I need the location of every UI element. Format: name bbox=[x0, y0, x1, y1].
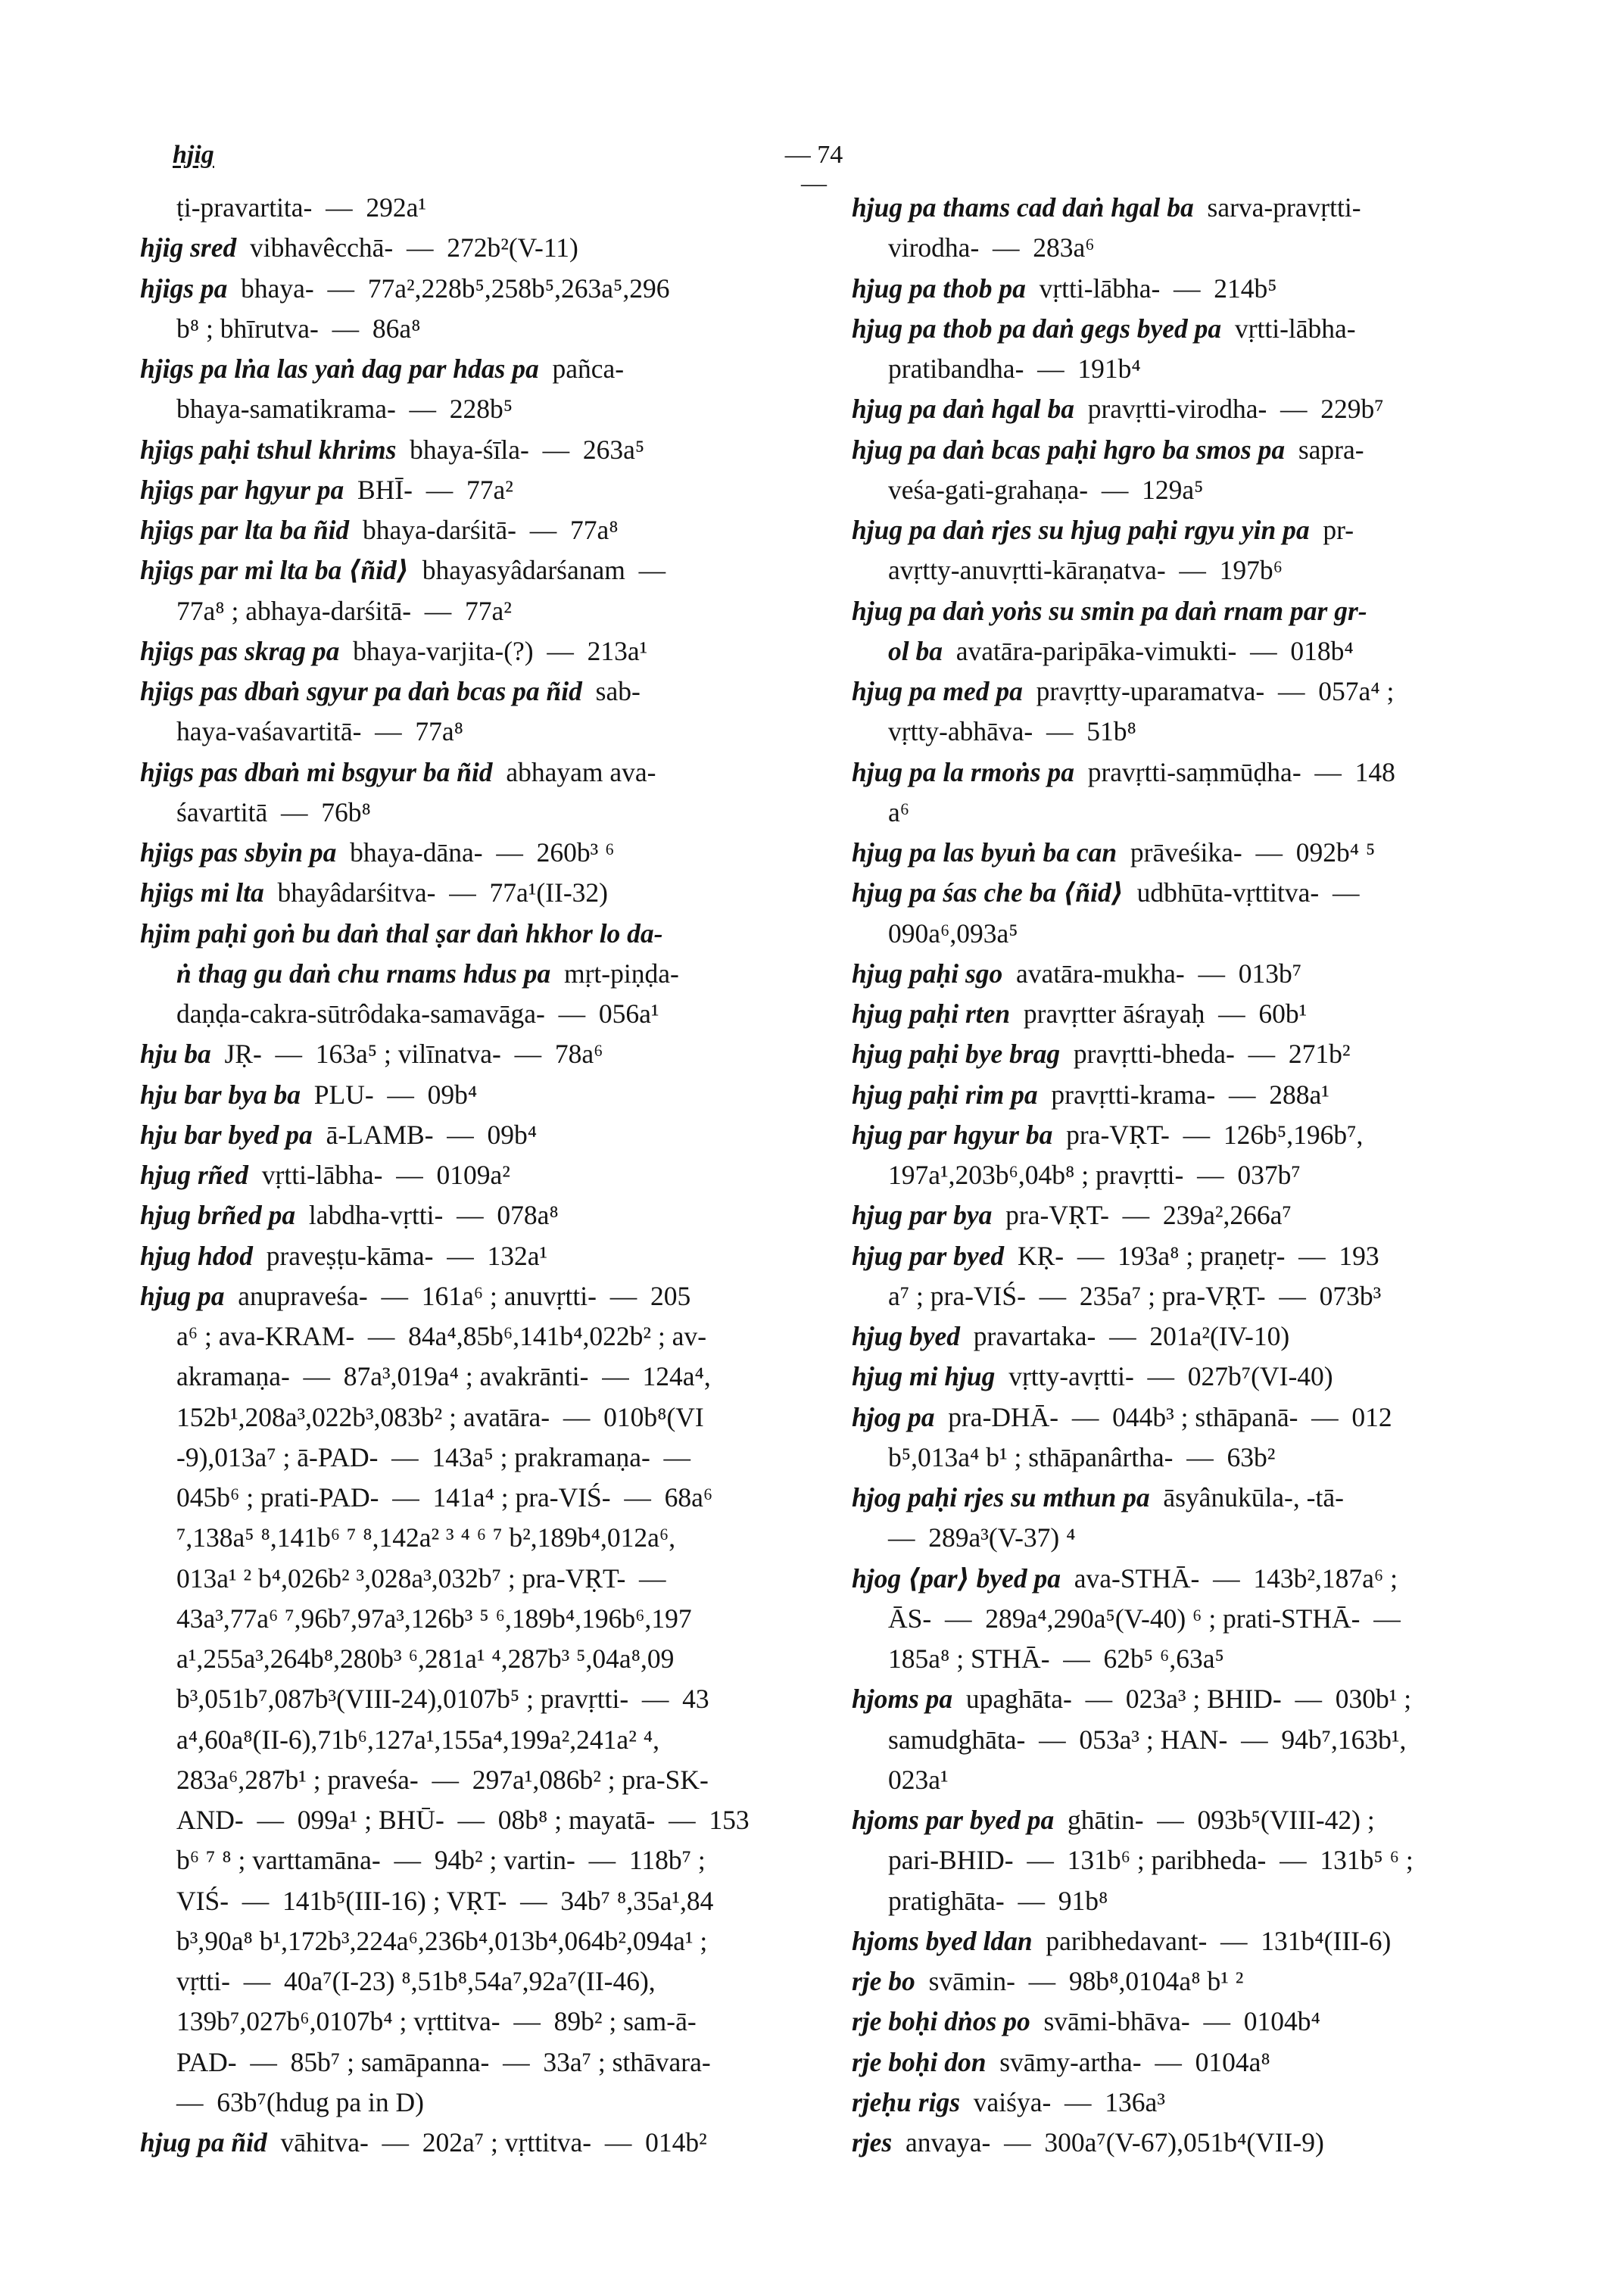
entry-headword: hjug pa med pa bbox=[852, 676, 1023, 706]
entry-text: vibhavêcchā- — 272b²(V-11) bbox=[236, 232, 578, 263]
entry-text: pravṛtti-saṃmūḍha- — 148 bbox=[1074, 756, 1395, 787]
entry-text: avatāra-paripāka-vimukti- — 018b⁴ bbox=[943, 635, 1354, 666]
entry-text: akramaṇa- — 87a³,019a⁴ ; avakrānti- — 124a⁴, bbox=[176, 1361, 711, 1392]
entry-line bbox=[852, 1840, 1512, 1880]
entry-line bbox=[852, 1760, 1512, 1800]
entry-line bbox=[140, 430, 797, 470]
entry-line bbox=[852, 712, 1512, 752]
entry-headword: hjug mi hjug bbox=[852, 1361, 996, 1392]
entry-line bbox=[140, 1840, 797, 1880]
running-head: hjig bbox=[173, 141, 214, 169]
entry-headword: rje bo bbox=[852, 1966, 915, 1996]
entry-line bbox=[140, 1639, 797, 1679]
entry-line bbox=[852, 994, 1512, 1034]
entry-headword: hjug pa thob pa bbox=[852, 273, 1026, 304]
entry-line bbox=[852, 510, 1512, 550]
entry-line bbox=[140, 1760, 797, 1800]
entry-line bbox=[140, 1559, 797, 1599]
entry-line bbox=[140, 2123, 797, 2163]
entry-text: āsyânukūla-, -tā- bbox=[1149, 1482, 1344, 1513]
entry-line bbox=[852, 2042, 1512, 2083]
entry-headword: hjigs pas sbyin pa bbox=[140, 837, 337, 868]
entry-line bbox=[852, 1800, 1512, 1840]
entry-text: VIŚ- — 141b⁵(III-16) ; VṚT- — 34b⁷ ⁸,35a¹,84 bbox=[176, 1885, 714, 1916]
entry-line bbox=[140, 752, 797, 793]
entry-line bbox=[140, 1599, 797, 1639]
entry-line bbox=[140, 2083, 797, 2123]
entry-text: bhayâdarśitva- — 77a¹(II-32) bbox=[263, 877, 608, 908]
entry-text: a⁴,60a⁸(II-6),71b⁶,127a¹,155a⁴,199a²,241a² ⁴, bbox=[176, 1724, 659, 1755]
entry-text: 197a¹,203b⁶,04b⁸ ; pravṛtti- — 037b⁷ bbox=[888, 1160, 1301, 1190]
entry-headword: hjug paḥi rim pa bbox=[852, 1079, 1038, 1110]
entry-text: haya-vaśavartitā- — 77a⁸ bbox=[176, 716, 464, 747]
entry-line bbox=[140, 1115, 797, 1155]
entry-line bbox=[852, 873, 1512, 913]
entry-text: pra-DHĀ- — 044b³ ; sthāpanā- — 012 bbox=[934, 1401, 1392, 1432]
entry-text: prāveśika- — 092b⁴ ⁵ bbox=[1117, 837, 1376, 868]
entry-text: ava-STHĀ- — 143b²,187a⁶ ; bbox=[1061, 1562, 1398, 1594]
entry-text: vāhitva- — 202a⁷ ; vṛttitva- — 014b² bbox=[267, 2127, 707, 2157]
entry-text: 152b¹,208a³,022b³,083b² ; avatāra- — 010b⁸(VI bbox=[176, 1401, 704, 1432]
entry-text: praveṣṭu-kāma- — 132a¹ bbox=[252, 1240, 548, 1271]
entry-line bbox=[852, 793, 1512, 833]
entry-line bbox=[140, 550, 797, 590]
entry-text: 139b⁷,027b⁶,0107b⁴ ; vṛttitva- — 89b² ; sam-ā- bbox=[176, 2006, 697, 2037]
entry-line bbox=[140, 309, 797, 349]
entry-text: pra-VṚT- — 239a²,266a⁷ bbox=[992, 1200, 1292, 1231]
entry-text: bhaya-samatikrama- — 228b⁵ bbox=[176, 394, 513, 425]
entry-headword: rje boḥi dṅos po bbox=[852, 2006, 1030, 2037]
entry-line bbox=[140, 954, 797, 994]
entry-line bbox=[140, 1034, 797, 1074]
entry-text: PLU- — 09b⁴ bbox=[301, 1079, 478, 1110]
entry-line bbox=[140, 873, 797, 913]
right-column bbox=[852, 188, 1512, 2163]
entry-line bbox=[852, 1599, 1512, 1639]
entry-line bbox=[140, 1679, 797, 1719]
entry-line bbox=[140, 631, 797, 671]
entry-text: svāmin- — 98b⁸,0104a⁸ b¹ ² bbox=[915, 1966, 1244, 1996]
entry-text: ĀS- — 289a⁴,290a⁵(V-40) ⁶ ; prati-STHĀ- — bbox=[888, 1603, 1401, 1634]
entry-text: 045b⁶ ; prati-PAD- — 141a⁴ ; pra-VIŚ- — 68a⁶ bbox=[176, 1482, 713, 1513]
entry-line bbox=[852, 1357, 1512, 1397]
entry-line bbox=[140, 1961, 797, 2002]
entry-line bbox=[140, 228, 797, 268]
entry-line bbox=[140, 2042, 797, 2083]
entry-text: a⁶ ; ava-KRAM- — 84a⁴,85b⁶,141b⁴,022b² ; av- bbox=[176, 1321, 707, 1351]
entry-text: b³,90a⁸ b¹,172b³,224a⁶,236b⁴,013b⁴,064b²,094a¹ ; bbox=[176, 1925, 708, 1956]
entry-headword: hjigs pas dbaṅ mi bsgyur ba ñid bbox=[140, 756, 493, 787]
entry-headword: hjug pa daṅ hgal ba bbox=[852, 394, 1074, 425]
entry-text: vaiśya- — 136a³ bbox=[960, 2086, 1165, 2117]
entry-headword: hjigs par hgyur pa bbox=[140, 474, 344, 505]
entry-text: AND- — 099a¹ ; BHŪ- — 08b⁸ ; mayatā- — 153 bbox=[176, 1805, 750, 1835]
entry-text: a¹,255a³,264b⁸,280b³ ⁶,281a¹ ⁴,287b³ ⁵,04a⁸,09 bbox=[176, 1643, 675, 1674]
entry-line bbox=[140, 1881, 797, 1921]
entry-headword: hjug pa thams cad daṅ hgal ba bbox=[852, 192, 1194, 223]
entry-text: samudghāta- — 053a³ ; HAN- — 94b⁷,163b¹, bbox=[888, 1724, 1407, 1755]
entry-line bbox=[140, 1316, 797, 1357]
entry-line bbox=[852, 430, 1512, 470]
entry-text: bhayasyâdarśanam — bbox=[408, 555, 666, 586]
entry-line bbox=[852, 188, 1512, 228]
entry-line bbox=[140, 188, 797, 228]
entry-line bbox=[852, 1961, 1512, 2002]
entry-line bbox=[852, 1639, 1512, 1679]
entry-text: pravṛtti-virodha- — 229b⁷ bbox=[1074, 394, 1384, 425]
entry-line bbox=[852, 1195, 1512, 1235]
entry-line bbox=[140, 349, 797, 389]
entry-text: bhaya-dāna- — 260b³ ⁶ bbox=[336, 837, 615, 868]
entry-headword: hjug pa daṅ rjes su hjug paḥi rgyu yin pa bbox=[852, 515, 1310, 545]
entry-text: pravṛtty-uparamatva- — 057a⁴ ; bbox=[1022, 676, 1395, 706]
entry-line bbox=[852, 1438, 1512, 1478]
entry-line bbox=[140, 510, 797, 550]
entry-text: virodha- — 283a⁶ bbox=[888, 232, 1095, 263]
entry-text: pr- bbox=[1309, 515, 1354, 545]
entry-line bbox=[852, 671, 1512, 712]
entry-headword: hjug pa śas che ba ⟨ñid⟩ bbox=[852, 877, 1124, 908]
entry-headword: hjug pa bbox=[140, 1280, 225, 1311]
entry-text: 185a⁸ ; STHĀ- — 62b⁵ ⁶,63a⁵ bbox=[888, 1643, 1224, 1674]
entry-headword: hjigs pas skrag pa bbox=[140, 635, 340, 666]
entry-line bbox=[852, 1478, 1512, 1518]
entry-text: anvaya- — 300a⁷(V-67),051b⁴(VII-9) bbox=[892, 2127, 1324, 2157]
entry-headword: rjes bbox=[852, 2127, 893, 2157]
entry-line bbox=[852, 631, 1512, 671]
entry-headword: hjug byed bbox=[852, 1321, 960, 1351]
entry-text: ⁷,138a⁵ ⁸,141b⁶ ⁷ ⁸,142a² ³ ⁴ ⁶ ⁷ b²,189b⁴,012a⁶, bbox=[176, 1522, 676, 1553]
entry-line bbox=[140, 1155, 797, 1195]
entry-text: śavartitā — 76b⁸ bbox=[176, 796, 371, 827]
entry-headword: hjug pa thob pa daṅ gegs byed pa bbox=[852, 313, 1222, 344]
entry-headword: hjig sred bbox=[140, 232, 237, 263]
entry-line bbox=[852, 1679, 1512, 1719]
entry-headword: hjigs par mi lta ba ⟨ñid⟩ bbox=[140, 555, 409, 586]
entry-headword: hjigs mi lta bbox=[140, 877, 264, 908]
entry-headword: hjug paḥi rten bbox=[852, 999, 1011, 1029]
entry-headword: hjug rñed bbox=[140, 1160, 249, 1190]
entry-text: pravṛtti-bheda- — 271b² bbox=[1060, 1039, 1351, 1070]
entry-text: svāmi-bhāva- — 0104b⁴ bbox=[1030, 2006, 1320, 2037]
entry-text: bhaya-śīla- — 263a⁵ bbox=[396, 434, 645, 465]
entry-line bbox=[140, 269, 797, 309]
entry-line bbox=[852, 954, 1512, 994]
entry-headword: hjug paḥi sgo bbox=[852, 958, 1003, 989]
entry-headword: hjigs par lta ba ñid bbox=[140, 515, 350, 545]
page-number: — 74 — bbox=[784, 141, 843, 198]
entry-headword: rjeḥu rigs bbox=[852, 2086, 961, 2117]
entry-line bbox=[140, 2002, 797, 2042]
entry-text: a⁶ bbox=[888, 796, 910, 827]
entry-line bbox=[852, 591, 1512, 631]
entry-text: 013a¹ ² b⁴,026b² ³,028a³,032b⁷ ; pra-VṚT- — bbox=[176, 1562, 666, 1594]
entry-headword: hjug pa las byuṅ ba can bbox=[852, 837, 1117, 868]
entry-headword: hju bar bya ba bbox=[140, 1079, 301, 1110]
entry-line bbox=[140, 1276, 797, 1316]
entry-line bbox=[140, 1800, 797, 1840]
entry-line bbox=[852, 752, 1512, 793]
entry-line bbox=[852, 914, 1512, 954]
entry-line bbox=[852, 550, 1512, 590]
entry-text: — 63b⁷(hdug pa in D) bbox=[176, 2086, 424, 2117]
entry-text: vṛtty-avṛtti- — 027b⁷(VI-40) bbox=[995, 1361, 1333, 1392]
entry-headword: hjug paḥi bye brag bbox=[852, 1039, 1061, 1070]
entry-line bbox=[852, 1115, 1512, 1155]
entry-line bbox=[852, 1034, 1512, 1074]
entry-text: labdha-vṛtti- — 078a⁸ bbox=[295, 1200, 559, 1231]
entry-line bbox=[852, 2123, 1512, 2163]
entry-line bbox=[852, 1075, 1512, 1115]
entry-line bbox=[852, 1236, 1512, 1276]
entry-text: sapra- bbox=[1285, 434, 1364, 465]
entry-line bbox=[852, 1316, 1512, 1357]
entry-text: ṭi-pravartita- — 292a¹ bbox=[176, 192, 427, 223]
entry-headword: rje boḥi don bbox=[852, 2046, 987, 2077]
entry-text: mṛt-piṇḍa- bbox=[550, 958, 679, 989]
entry-headword: hjigs pas dbaṅ sgyur pa daṅ bcas pa ñid bbox=[140, 676, 582, 706]
entry-line bbox=[852, 2083, 1512, 2123]
entry-headword: hjim paḥi goṅ bu daṅ thal ṣar daṅ hkhor lo da- bbox=[140, 918, 663, 949]
entry-headword: hjog ⟨par⟩ byed pa bbox=[852, 1562, 1061, 1594]
left-column bbox=[140, 188, 797, 2163]
entry-text: ā-LAMB- — 09b⁴ bbox=[312, 1119, 538, 1150]
entry-line bbox=[852, 1397, 1512, 1438]
entry-text: pravṛtter āśrayaḥ — 60b¹ bbox=[1010, 999, 1308, 1029]
entry-text: avatāra-mukha- — 013b⁷ bbox=[1002, 958, 1302, 989]
entry-line bbox=[140, 1720, 797, 1760]
entry-text: udbhūta-vṛttitva- — bbox=[1123, 877, 1360, 908]
entry-text: — 289a³(V-37) ⁴ bbox=[888, 1522, 1076, 1553]
entry-line bbox=[140, 914, 797, 954]
entry-line bbox=[852, 1276, 1512, 1316]
entry-text: pratighāta- — 91b⁸ bbox=[888, 1885, 1108, 1916]
entry-text: vṛtty-abhāva- — 51b⁸ bbox=[888, 716, 1136, 747]
entry-line bbox=[852, 1881, 1512, 1921]
entry-headword: hjug hdod bbox=[140, 1240, 253, 1271]
entry-line bbox=[140, 1357, 797, 1397]
entry-line bbox=[140, 833, 797, 873]
entry-line bbox=[140, 712, 797, 752]
entry-text: JṚ- — 163a⁵ ; vilīnatva- — 78a⁶ bbox=[210, 1039, 603, 1070]
entry-text: pravṛtti-krama- — 288a¹ bbox=[1037, 1079, 1329, 1110]
entry-headword: ol ba bbox=[888, 635, 943, 666]
entry-text: b⁶ ⁷ ⁸ ; varttamāna- — 94b² ; vartin- — 118b⁷ ; bbox=[176, 1845, 706, 1876]
entry-headword: hjug par hgyur ba bbox=[852, 1119, 1053, 1150]
entry-headword: hjoms par byed pa bbox=[852, 1805, 1055, 1835]
entry-text: 43a³,77a⁶ ⁷,96b⁷,97a³,126b³ ⁵ ⁶,189b⁴,196b⁶,197 bbox=[176, 1603, 692, 1634]
entry-line bbox=[140, 1518, 797, 1558]
entry-headword: hju ba bbox=[140, 1039, 211, 1070]
entry-text: daṇḍa-cakra-sūtrôdaka-samavāga- — 056a¹ bbox=[176, 999, 659, 1029]
entry-headword: hjug pa la rmoṅs pa bbox=[852, 756, 1074, 787]
entry-line bbox=[140, 1397, 797, 1438]
entry-line bbox=[140, 591, 797, 631]
entry-text: pari-BHID- — 131b⁶ ; paribheda- — 131b⁵ ⁶ ; bbox=[888, 1845, 1414, 1876]
entry-text: upaghāta- — 023a³ ; BHID- — 030b¹ ; bbox=[952, 1684, 1412, 1715]
entry-line bbox=[852, 1518, 1512, 1558]
entry-text: KṚ- — 193a⁸ ; praṇetṛ- — 193 bbox=[1004, 1240, 1379, 1271]
entry-headword: ṅ thag gu daṅ chu rnams hdus pa bbox=[176, 958, 551, 989]
entry-text: sab- bbox=[581, 676, 641, 706]
entry-line bbox=[140, 793, 797, 833]
entry-text: bhaya-darśitā- — 77a⁸ bbox=[349, 515, 619, 545]
entry-line bbox=[140, 470, 797, 510]
entry-line bbox=[140, 671, 797, 712]
entry-line bbox=[140, 1478, 797, 1518]
entry-line bbox=[140, 994, 797, 1034]
entry-headword: hju bar byed pa bbox=[140, 1119, 313, 1150]
entry-line bbox=[852, 2002, 1512, 2042]
entry-text: 090a⁶,093a⁵ bbox=[888, 918, 1018, 949]
entry-text: vṛtti- — 40a⁷(I-23) ⁸,51b⁸,54a⁷,92a⁷(II-46), bbox=[176, 1966, 656, 1996]
entry-headword: hjoms pa bbox=[852, 1684, 953, 1715]
entry-headword: hjug par byed bbox=[852, 1240, 1005, 1271]
entry-line bbox=[852, 1720, 1512, 1760]
entry-text: abhayam ava- bbox=[492, 756, 656, 787]
entry-text: pañca- bbox=[538, 354, 625, 384]
entry-text: b⁸ ; bhīrutva- — 86a⁸ bbox=[176, 313, 421, 344]
entry-text: sarva-pravṛtti- bbox=[1193, 192, 1361, 223]
entry-headword: hjoms byed ldan bbox=[852, 1925, 1033, 1956]
entry-headword: hjigs pa bbox=[140, 273, 228, 304]
entry-line bbox=[852, 833, 1512, 873]
entry-line bbox=[852, 1921, 1512, 1961]
entry-text: -9),013a⁷ ; ā-PAD- — 143a⁵ ; prakramaṇa- — bbox=[176, 1441, 691, 1472]
entry-headword: hjug par bya bbox=[852, 1200, 993, 1231]
entry-text: a⁷ ; pra-VIŚ- — 235a⁷ ; pra-VṚT- — 073b³ bbox=[888, 1280, 1382, 1311]
entry-text: 77a⁸ ; abhaya-darśitā- — 77a² bbox=[176, 595, 512, 626]
entry-text: PAD- — 85b⁷ ; samāpanna- — 33a⁷ ; sthāvara- bbox=[176, 2046, 711, 2077]
entry-text: vṛtti-lābha- — 0109a² bbox=[248, 1160, 510, 1190]
entry-headword: hjigs paḥi tshul khrims bbox=[140, 434, 397, 465]
entry-text: b³,051b⁷,087b³(VIII-24),0107b⁵ ; pravṛtti- — 43 bbox=[176, 1684, 709, 1715]
entry-text: bhaya- — 77a²,228b⁵,258b⁵,263a⁵,296 bbox=[227, 273, 670, 304]
entry-line bbox=[140, 1921, 797, 1961]
entry-line bbox=[852, 1559, 1512, 1599]
entry-line bbox=[140, 389, 797, 429]
entry-text: vṛtti-lābha- — 214b⁵ bbox=[1025, 273, 1277, 304]
entry-text: veśa-gati-grahaṇa- — 129a⁵ bbox=[888, 474, 1204, 505]
entry-text: 023a¹ bbox=[888, 1764, 949, 1795]
entry-text: pravartaka- — 201a²(IV-10) bbox=[960, 1321, 1290, 1351]
entry-line bbox=[852, 349, 1512, 389]
entry-headword: hjug pa daṅ bcas paḥi hgro ba smos pa bbox=[852, 434, 1286, 465]
entry-line bbox=[140, 1438, 797, 1478]
entry-line bbox=[140, 1075, 797, 1115]
entry-headword: hjog pa bbox=[852, 1401, 935, 1432]
page-header bbox=[0, 141, 1624, 198]
entry-line bbox=[852, 228, 1512, 268]
entry-line bbox=[140, 1236, 797, 1276]
entry-line bbox=[852, 470, 1512, 510]
entry-text: pratibandha- — 191b⁴ bbox=[888, 354, 1141, 384]
entry-text: BHĪ- — 77a² bbox=[344, 474, 513, 505]
entry-text: avṛtty-anuvṛtti-kāraṇatva- — 197b⁶ bbox=[888, 555, 1283, 586]
entry-headword: hjug brñed pa bbox=[140, 1200, 296, 1231]
entry-text: ghātin- — 093b⁵(VIII-42) ; bbox=[1054, 1805, 1375, 1835]
entry-line bbox=[852, 1155, 1512, 1195]
entry-headword: hjug pa daṅ yoṅs su smin pa daṅ rnam par gr- bbox=[852, 595, 1367, 626]
entry-headword: hjigs pa lṅa las yaṅ dag par hdas pa bbox=[140, 354, 539, 384]
entry-text: paribhedavant- — 131b⁴(III-6) bbox=[1032, 1925, 1392, 1956]
entry-text: 283a⁶,287b¹ ; praveśa- — 297a¹,086b² ; pra-SK- bbox=[176, 1764, 709, 1795]
entry-headword: hjog paḥi rjes su mthun pa bbox=[852, 1482, 1150, 1513]
entry-line bbox=[852, 269, 1512, 309]
entry-line bbox=[140, 1195, 797, 1235]
entry-text: pra-VṚT- — 126b⁵,196b⁷, bbox=[1052, 1119, 1364, 1150]
entry-text: bhaya-varjita-(?) — 213a¹ bbox=[339, 635, 648, 666]
entry-text: b⁵,013a⁴ b¹ ; sthāpanârtha- — 63b² bbox=[888, 1441, 1276, 1472]
entry-line bbox=[852, 389, 1512, 429]
entry-text: vṛtti-lābha- bbox=[1221, 313, 1356, 344]
entry-line bbox=[852, 309, 1512, 349]
entry-text: anupraveśa- — 161a⁶ ; anuvṛtti- — 205 bbox=[224, 1280, 691, 1311]
entry-text: svāmy-artha- — 0104a⁸ bbox=[986, 2046, 1270, 2077]
entry-headword: hjug pa ñid bbox=[140, 2127, 267, 2157]
